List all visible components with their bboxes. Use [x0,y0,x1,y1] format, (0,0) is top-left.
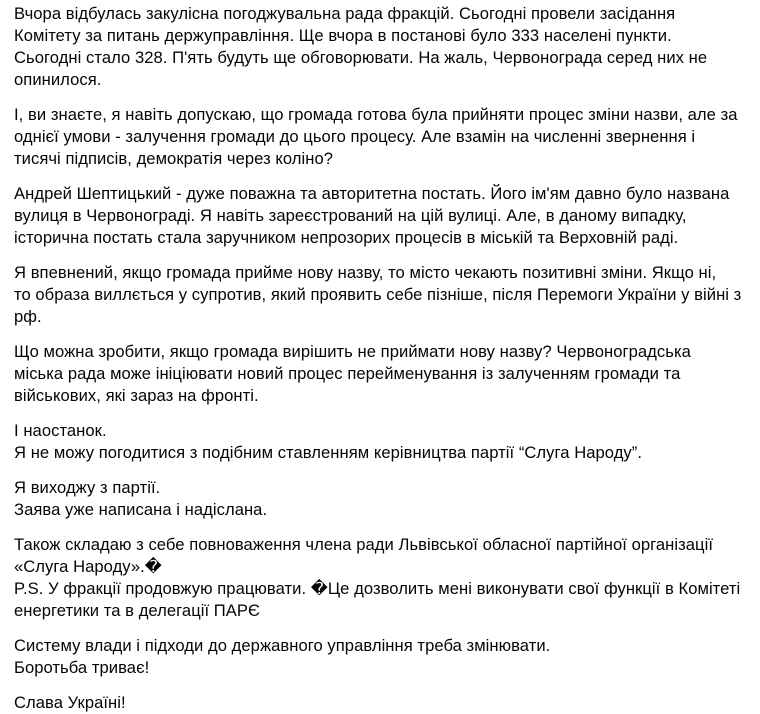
paragraph-8 [14,534,744,622]
text-line: Андрей Шептицький - дуже поважна та авторитетна постать. Його ім'ям давно було названа [14,184,730,203]
paragraph-7 [14,477,744,521]
text-line: Комітету за питань держуправління. Ще вчора в постанові було 333 населені пункти. [14,26,672,45]
text-line: однієї умови - залучення громади до цього процесу. Але взамін на численні звернення і [14,127,696,146]
paragraph-6 [14,420,744,464]
text-line: Заява уже написана і надіслана. [14,500,268,519]
text-line: Слава Україні! [14,693,126,712]
paragraph-9 [14,635,744,679]
text-line: вулиця в Червонограді. Я навіть зареєстрований на цій вулиці. Але, в даному випадку, [14,206,687,225]
text-line: Сьогодні стало 328. П'ять будуть ще обговорювати. На жаль, Червонограда серед них не [14,48,708,67]
text-line: тисячі підписів, демократія через коліно? [14,149,334,168]
text-line: Я виходжу з партії. [14,478,161,497]
text-line: І, ви знаєте, я навіть допускаю, що громада готова була прийняти процес зміни назви, але за [14,105,738,124]
paragraph-1 [14,3,744,91]
paragraph-10 [14,692,744,714]
text-line: рф. [14,307,42,326]
text-line: історична постать стала заручником непрозорих процесів в міській та Верховній раді. [14,228,679,247]
text-line: Я не можу погодитися з подібним ставленням керівництва партії “Слуга Народу”. [14,443,643,462]
text-line: «Слуга Народу».� [14,557,162,576]
text-line: Боротьба триває! [14,658,150,677]
text-line: І наостанок. [14,421,107,440]
text-line: Вчора відбулась закулісна погоджувальна рада фракцій. Сьогодні провели засідання [14,4,676,23]
text-line: Що можна зробити, якщо громада вирішить не приймати нову назву? Червоноградська [14,342,691,361]
text-line: міська рада може ініціювати новий процес перейменування із залученням громади та [14,364,681,383]
text-line: P.S. У фракції продовжую працювати. �Це дозволить мені виконувати свої функції в Комітеті [14,579,741,598]
paragraph-3 [14,183,744,249]
text-line: енергетики та в делегації ПАРЄ [14,601,260,620]
paragraph-4 [14,262,744,328]
text-line: то образа виллється у супротив, який проявить себе пізніше, після Перемоги України у війні з [14,285,742,304]
paragraph-5 [14,341,744,407]
text-line: Систему влади і підходи до державного управління треба змінювати. [14,636,551,655]
paragraph-2 [14,104,744,170]
text-line: Також складаю з себе повноваження члена ради Львівської обласної партійної організації [14,535,713,554]
text-line: військових, які зараз на фронті. [14,386,259,405]
text-line: Я впевнений, якщо громада прийме нову назву, то місто чекають позитивні зміни. Якщо ні, [14,263,717,282]
text-line: опинилося. [14,70,102,89]
